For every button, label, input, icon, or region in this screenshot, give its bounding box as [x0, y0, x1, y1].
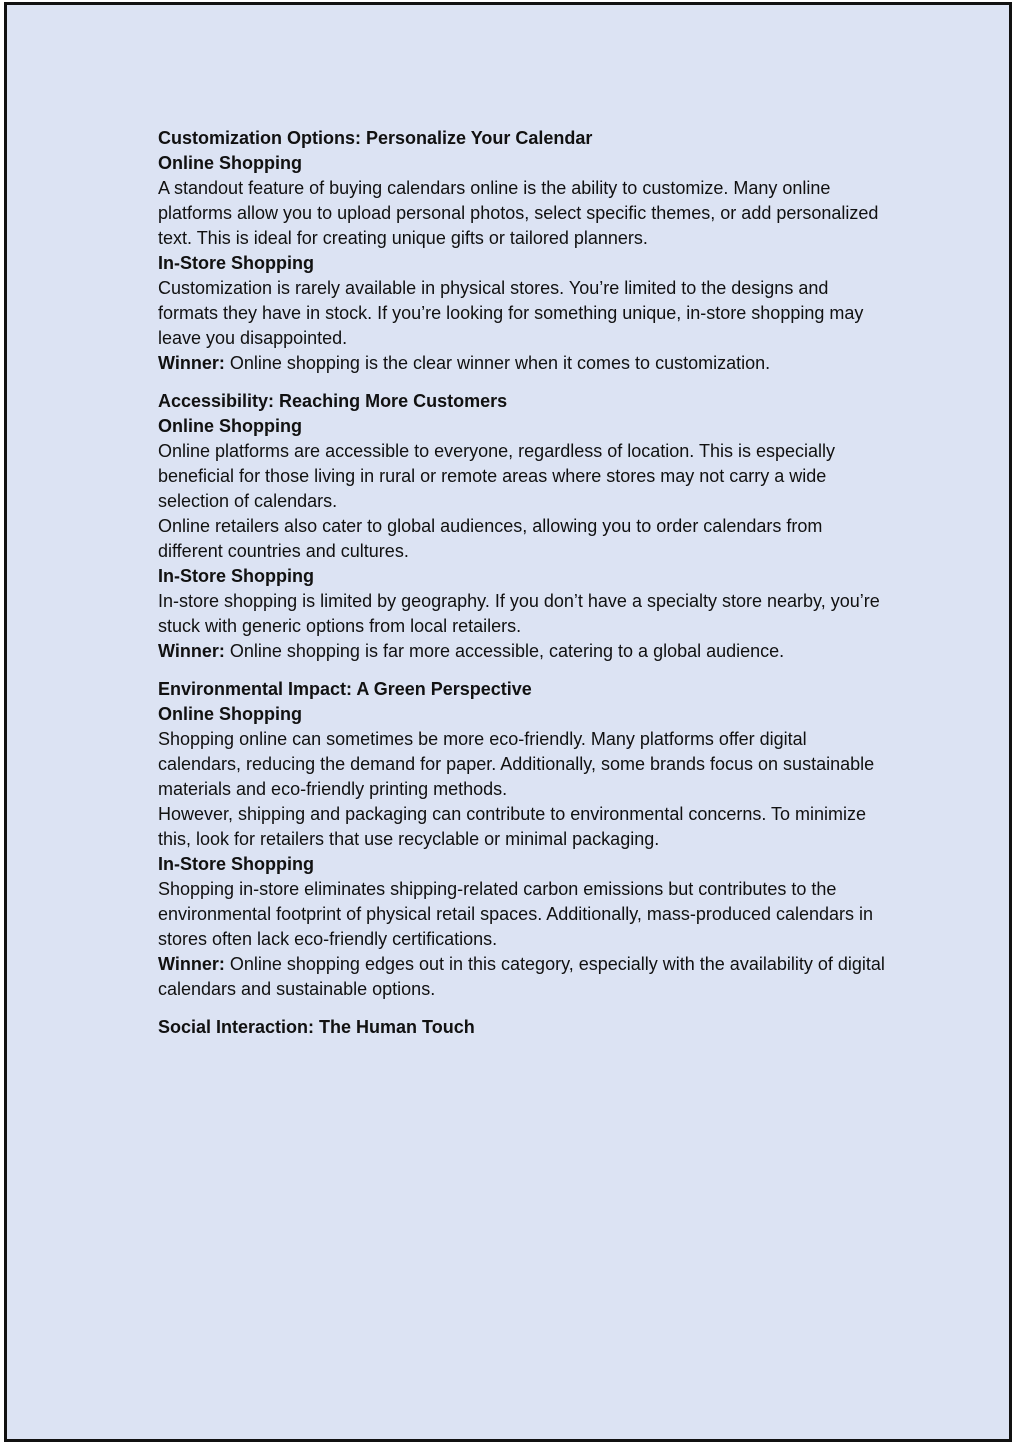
- online-shopping-heading: Online Shopping: [158, 704, 302, 724]
- section-title: Customization Options: Personalize Your Calendar: [158, 128, 593, 148]
- winner-label: Winner:: [158, 353, 225, 373]
- paragraph: However, shipping and packaging can contribute to environmental concerns. To minimize this, look for retailers that use recyclable or minimal packaging.: [158, 804, 867, 849]
- section-title: Environmental Impact: A Green Perspective: [158, 679, 532, 699]
- winner-statement: [158, 351, 888, 376]
- online-shopping-heading: Online Shopping: [158, 153, 302, 173]
- paragraph: Online platforms are accessible to everyone, regardless of location. This is especially beneficial for those living in rural or remote areas where stores may not carry a wide selection of calendars.: [158, 441, 835, 511]
- paragraph: In-store shopping is limited by geography. If you don’t have a specialty store nearby, you’re stuck with generic options from local retailers.: [158, 591, 880, 636]
- document-page: [4, 2, 1012, 1442]
- in-store-shopping-heading: In-Store Shopping: [158, 566, 314, 586]
- section-title: Social Interaction: The Human Touch: [158, 1017, 475, 1037]
- paragraph: A standout feature of buying calendars online is the ability to customize. Many online platforms allow you to upload personal photos, select specific themes, or add personalized text. This is ideal for creating unique gifts or tailored planners.: [158, 178, 879, 248]
- in-store-shopping-heading: In-Store Shopping: [158, 854, 314, 874]
- in-store-shopping-heading: In-Store Shopping: [158, 253, 314, 273]
- winner-label: Winner:: [158, 954, 225, 974]
- section-title: Accessibility: Reaching More Customers: [158, 391, 508, 411]
- paragraph: Customization is rarely available in physical stores. You’re limited to the designs and formats they have in stock. If you’re looking for something unique, in-store shopping may leave you disappointed.: [158, 278, 864, 348]
- winner-label: Winner:: [158, 641, 225, 661]
- winner-text: Online shopping is far more accessible, catering to a global audience.: [224, 641, 785, 661]
- paragraph: Shopping in-store eliminates shipping-related carbon emissions but contributes to the environmental footprint of physical retail spaces. Additionally, mass-produced calendars in stores often lack eco-friendly certifications.: [158, 879, 874, 949]
- online-shopping-heading: Online Shopping: [158, 416, 302, 436]
- document-body: [158, 126, 888, 1040]
- section-spacer: [158, 376, 888, 389]
- winner-statement: [158, 639, 888, 664]
- paragraph: Shopping online can sometimes be more eco-friendly. Many platforms offer digital calendars, reducing the demand for paper. Additionally, some brands focus on sustainable materials and eco-friendly printing methods.: [158, 729, 875, 799]
- paragraph: Online retailers also cater to global audiences, allowing you to order calendars from different countries and cultures.: [158, 516, 823, 561]
- winner-text: Online shopping is the clear winner when it comes to customization.: [224, 353, 771, 373]
- winner-statement: [158, 952, 888, 1002]
- winner-text: Online shopping edges out in this category, especially with the availability of digital calendars and sustainable options.: [158, 954, 885, 999]
- section-spacer: [158, 664, 888, 677]
- section-spacer: [158, 1002, 888, 1015]
